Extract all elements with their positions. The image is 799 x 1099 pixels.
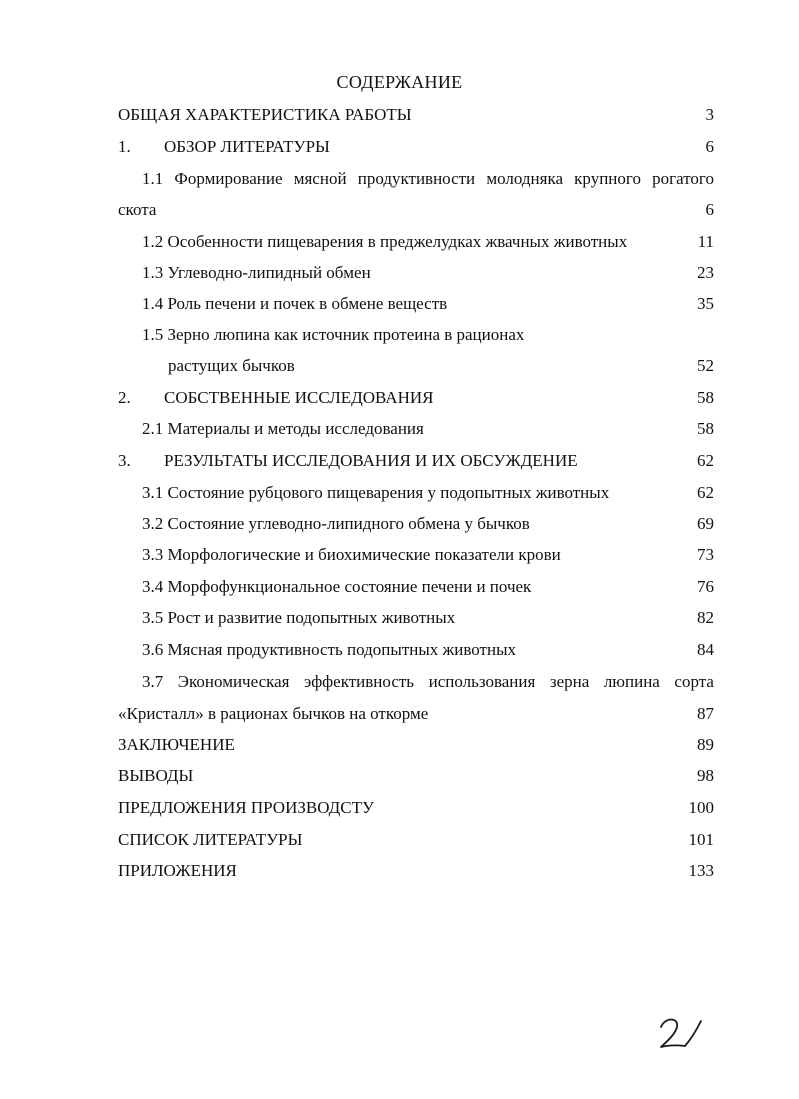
toc-entry-page: 62 (697, 451, 714, 470)
toc-entry-page: 100 (688, 798, 714, 817)
toc-entry-label: ПРЕДЛОЖЕНИЯ ПРОИЗВОДСТУ (118, 798, 374, 817)
toc-entry (118, 575, 714, 599)
toc-entry-label: 1.1 Формирование мясной продуктивности молодняка крупного рогатого (142, 169, 714, 188)
toc-entry (118, 543, 714, 567)
toc-entry-label: 3.3 Морфологические и биохимические показатели крови (142, 545, 561, 564)
toc-entry-page: 3 (705, 105, 714, 124)
toc-entry (118, 481, 714, 505)
toc-entry-page: 82 (697, 608, 714, 627)
toc-entry (118, 386, 714, 410)
toc-entry-page: 35 (697, 294, 714, 313)
toc-entry-label: ЗАКЛЮЧЕНИЕ (118, 735, 235, 754)
toc-entry-label: 1.4 Роль печени и почек в обмене веществ (142, 294, 448, 313)
toc-entry-label: ОБЗОР ЛИТЕРАТУРЫ (164, 137, 330, 156)
toc-entry-number: 3. (118, 451, 131, 470)
toc-entry-page: 58 (697, 419, 714, 438)
toc-entry-page: 62 (697, 483, 714, 502)
toc-entry-label: ВЫВОДЫ (118, 766, 194, 785)
toc-entry-label: «Кристалл» в рационах бычков на откорме (118, 704, 429, 723)
toc-entry-page: 133 (688, 861, 714, 880)
toc-entry-label: 3.7 Экономическая эффективность использования зерна люпина сорта (142, 672, 714, 691)
toc-entry-page: 101 (688, 830, 714, 849)
toc-entry (118, 354, 714, 378)
toc-entry-label: 1.2 Особенности пищеварения в преджелудках жвачных животных (142, 232, 628, 251)
toc-entry-label: растущих бычков (168, 356, 295, 375)
toc-entry-number: 2. (118, 388, 131, 407)
toc-entry-page: 58 (697, 388, 714, 407)
toc-entry-label: 1.5 Зерно люпина как источник протеина в рационах (142, 325, 525, 344)
toc-entry (118, 702, 714, 726)
toc-entry-page: 6 (705, 137, 714, 156)
toc-entry-label: ОБЩАЯ ХАРАКТЕРИСТИКА РАБОТЫ (118, 105, 412, 124)
toc-entry (118, 796, 714, 820)
toc-entry (118, 733, 714, 757)
toc-entry (118, 198, 714, 222)
toc-entry-page: 11 (697, 232, 714, 251)
toc-entry (118, 828, 714, 852)
toc-entry (118, 292, 714, 316)
toc-entry-label: СОБСТВЕННЫЕ ИССЛЕДОВАНИЯ (164, 388, 434, 407)
toc-entry (118, 261, 714, 285)
toc-entry (118, 167, 714, 191)
toc-entry-label: СПИСОК ЛИТЕРАТУРЫ (118, 830, 303, 849)
toc-entry (118, 670, 714, 694)
toc-entry-page: 73 (697, 545, 714, 564)
toc-entry-page: 87 (697, 704, 714, 723)
page-title: СОДЕРЖАНИЕ (336, 72, 463, 92)
toc-entry-page: 23 (697, 263, 714, 282)
toc-entry (118, 638, 714, 662)
toc-entry-page: 98 (697, 766, 714, 785)
toc-entry-label: 2.1 Материалы и методы исследования (142, 419, 424, 438)
toc-entry-page: 89 (697, 735, 714, 754)
toc-entry-page: 52 (697, 356, 714, 375)
toc-entry (118, 764, 714, 788)
toc-entry-page: 76 (697, 577, 714, 596)
toc-entry-label: скота (118, 200, 157, 219)
handwritten-page-number (655, 1015, 705, 1051)
toc-entry-label: ПРИЛОЖЕНИЯ (118, 861, 237, 880)
toc-entry (118, 606, 714, 630)
toc-entry-label: РЕЗУЛЬТАТЫ ИССЛЕДОВАНИЯ И ИХ ОБСУЖДЕНИЕ (164, 451, 578, 470)
toc-entry-number: 1. (118, 137, 131, 156)
toc-entry-page: 6 (705, 200, 714, 219)
toc-entry (118, 135, 714, 159)
toc-entry (118, 230, 714, 254)
toc-entry-label: 3.2 Состояние углеводно-липидного обмена у бычков (142, 514, 530, 533)
toc-entry (118, 449, 714, 473)
toc-entry-label: 3.5 Рост и развитие подопытных животных (142, 608, 456, 627)
toc-entry (118, 323, 714, 347)
toc-entry (118, 103, 714, 127)
toc-entry-page: 69 (697, 514, 714, 533)
toc-entry-page: 84 (697, 640, 714, 659)
toc-entry (118, 417, 714, 441)
toc-entry-label: 3.4 Морфофункциональное состояние печени и почек (142, 577, 532, 596)
toc-entry (118, 859, 714, 883)
toc-entry-label: 3.6 Мясная продуктивность подопытных животных (142, 640, 516, 659)
toc-entry-label: 3.1 Состояние рубцового пищеварения у подопытных животных (142, 483, 610, 502)
toc-entry-label: 1.3 Углеводно-липидный обмен (142, 263, 371, 282)
toc-entry (118, 512, 714, 536)
